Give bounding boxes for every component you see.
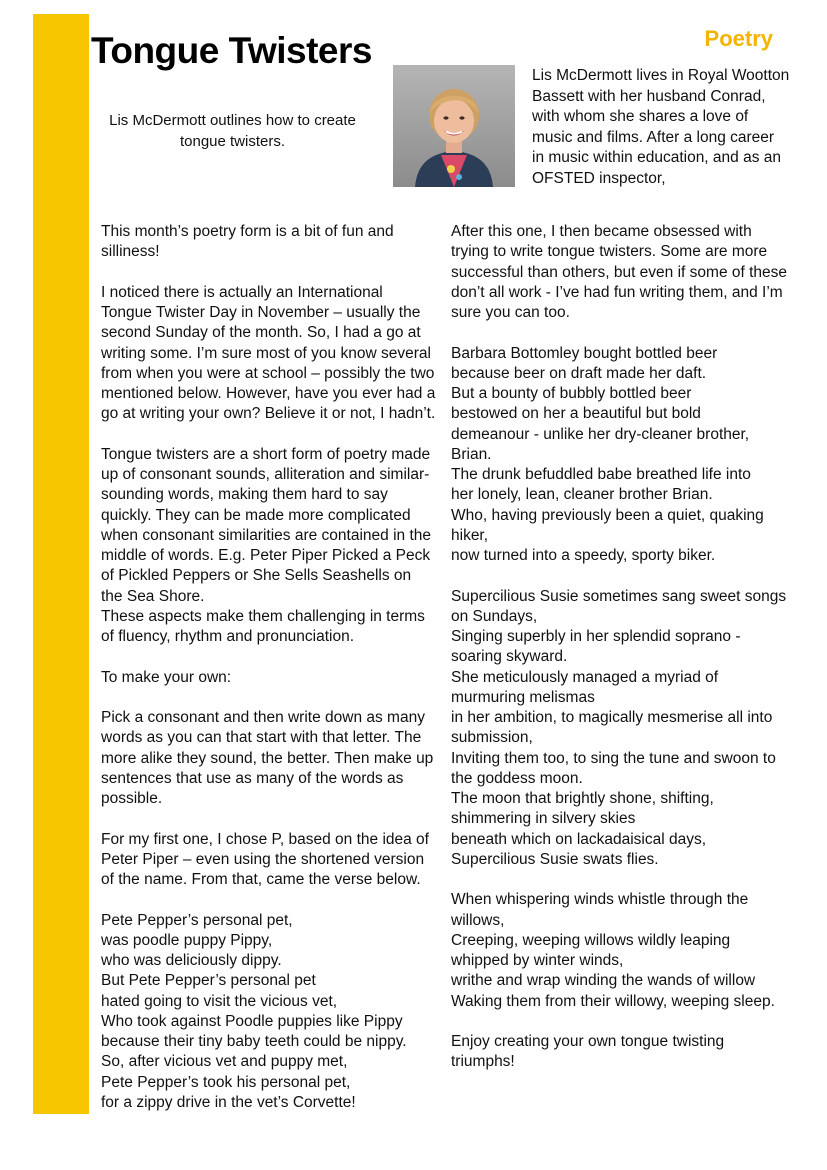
right-column (451, 222, 789, 1093)
left-column (101, 222, 437, 1133)
tongue-twister-day-paragraph: I noticed there is actually an International Tongue Twister Day in November – usually the second Sunday of the month. So, I had a go at writing some. I’m sure most of you know several from when you were at school – possibly the two mentioned below. However, have you ever had a go at writing your own? Believe it or not, I hadn’t. (101, 283, 436, 423)
accent-bar (33, 14, 89, 1114)
section-label: Poetry (704, 26, 773, 51)
definition-paragraph: Tongue twisters are a short form of poetry made up of consonant sounds, alliteration and similar-sounding words, making them hard to say quickly. They can be made more complicated when consonant similarities are contained in the middle of words. E.g. Peter Piper Picked a Peck of Pickled Peppers or She Sells Seashells on the Sea Shore. These aspects make them challenging in terms of fluency, rhythm and pronunciation. (101, 445, 431, 645)
instructions-paragraph: Pick a consonant and then write down as many words as you can that start with that letter. The more alike they sound, the better. Then make up sentences that use as many of the words as possible. (101, 709, 434, 807)
how-to-heading: To make your own: (101, 668, 232, 686)
page-title: Tongue Twisters (91, 30, 372, 71)
poem-supercilious-susie: Supercilious Susie sometimes sang sweet songs on Sundays, Singing superbly in her splendid soprano - soaring skyward. She meticulously managed a myriad of murmuring melismas in her ambition, to magically mesmerise all into submission, Inviting them too, to sing the tune and swoon to the goddess moon. The moon that brightly shone, shifting, shimmering in silvery skies beneath which on lackadaisical days, Supercilious Susie swats flies. (451, 587, 787, 868)
standfirst: Lis McDermott outlines how to create tongue twisters. (109, 112, 356, 150)
author-bio: Lis McDermott lives in Royal Wootton Bassett with her husband Conrad, with whom she shares a love of music and films. After a long career in music within education, and as an OFSTED inspector, (532, 67, 790, 187)
intro-paragraph: This month’s poetry form is a bit of fun and silliness! (101, 223, 394, 261)
closing-paragraph: Enjoy creating your own tongue twisting triumphs! (451, 1033, 725, 1071)
obsessed-paragraph: After this one, I then became obsessed with trying to write tongue twisters. Some are more successful than others, but even if some of these don’t all work - I’ve had fun writing them, and I’m sure you can too. (451, 223, 788, 321)
author-photo (393, 65, 515, 187)
poem-barbara-bottomley: Barbara Bottomley bought bottled beer because beer on draft made her daft. But a bounty of bubbly bottled beer bestowed on her a beautiful but bold demeanour - unlike her dry-cleaner brother, Brian. The drunk befuddled babe breathed life into her lonely, lean, cleaner brother Brian. Who, having previously been a quiet, quaking hiker, now turned into a speedy, sporty biker. (451, 344, 764, 564)
first-one-paragraph: For my first one, I chose P, based on the idea of Peter Piper – even using the shortened version of the name. From that, came the verse below. (101, 830, 429, 888)
poem-whispering-winds: When whispering winds whistle through the willows, Creeping, weeping willows wildly leaping whipped by winter winds, writhe and wrap winding the wands of willow Waking them from their willowy, weeping sleep. (451, 891, 775, 1010)
poem-pete-pepper: Pete Pepper’s personal pet, was poodle puppy Pippy, who was deliciously dippy. But Pete Pepper’s personal pet hated going to visit the vicious vet, Who took against Poodle puppies like Pippy because their tiny baby teeth could be nippy. So, after vicious vet and puppy met, Pete Pepper’s took his personal pet, for a zippy drive in the vet’s Corvette! (101, 911, 407, 1111)
